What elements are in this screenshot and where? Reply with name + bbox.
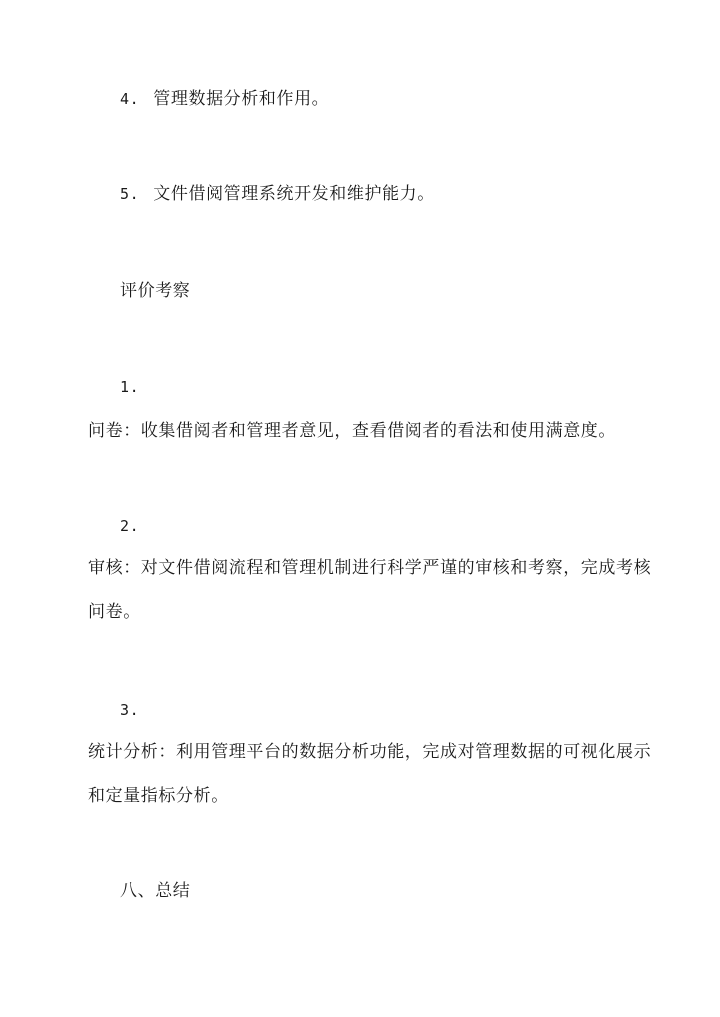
list-item-number: 5. — [120, 185, 140, 203]
evaluation-item-1-text: 问卷：收集借阅者和管理者意见，查看借阅者的看法和使用满意度。 — [88, 421, 616, 441]
list-item-text: 管理数据分析和作用。 — [153, 89, 330, 109]
evaluation-item-3-number: 3. — [120, 701, 140, 719]
evaluation-item-1-number: 1. — [120, 378, 140, 396]
list-item-text: 文件借阅管理系统开发和维护能力。 — [153, 184, 435, 204]
list-item-5 — [120, 183, 435, 205]
list-item-4 — [120, 88, 329, 110]
evaluation-item-2-text: 审核：对文件借阅流程和管理机制进行科学严谨的审核和考察，完成考核 — [88, 558, 652, 578]
evaluation-heading: 评价考察 — [120, 281, 191, 301]
list-item-number: 4. — [120, 90, 140, 108]
section-heading: 八、总结 — [120, 881, 191, 901]
evaluation-item-2-text-cont: 问卷。 — [88, 602, 141, 622]
evaluation-item-3-text: 统计分析：利用管理平台的数据分析功能，完成对管理数据的可视化展示 — [88, 742, 652, 762]
evaluation-item-2-number: 2. — [120, 517, 140, 535]
evaluation-item-3-text-cont: 和定量指标分析。 — [88, 786, 229, 806]
